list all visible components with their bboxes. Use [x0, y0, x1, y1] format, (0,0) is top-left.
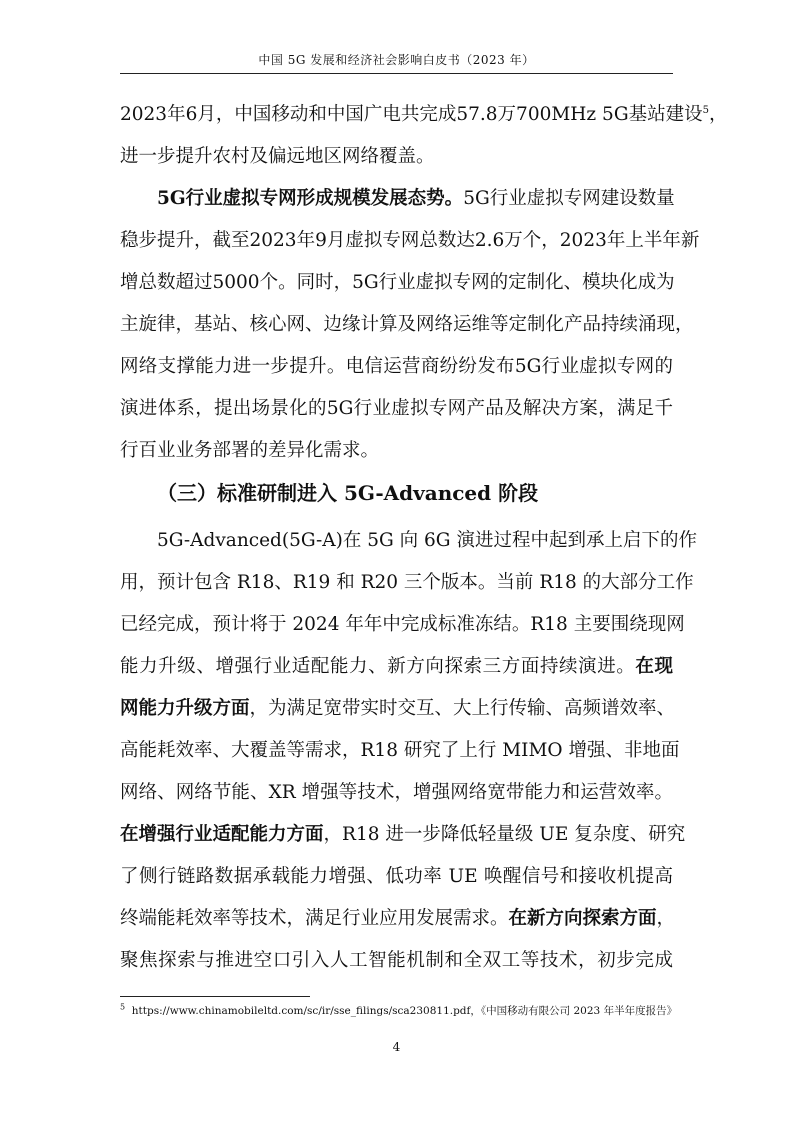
body-line: 用，预计包含 R18、R19 和 R20 三个版本。当前 R18 的大部分工作	[120, 572, 694, 593]
bold-emphasis: 网能力升级方面	[120, 698, 250, 719]
body-text: 能力升级、增强行业适配能力、新方向探索三方面持续演进。	[120, 656, 636, 677]
page-number: 4	[392, 1040, 401, 1054]
footnote-reference: 5	[702, 104, 709, 116]
body-text: 5G行业虚拟专网建设数量	[463, 188, 675, 209]
body-text: 2023年6月，中国移动和中国广电共完成57.8万700MHz 5G基站建设	[120, 104, 703, 125]
body-line: 了侧行链路数据承载能力增强、低功率 UE 唤醒信号和接收机提高	[120, 866, 673, 887]
bold-emphasis: 在现	[635, 656, 673, 677]
footnote	[120, 1003, 680, 1019]
bold-emphasis: 在新方向探索方面	[508, 908, 657, 929]
body-text: ，为满足宽带实时交互、大上行传输、高频谱效率、	[249, 698, 676, 719]
header-divider	[120, 73, 673, 74]
body-line: 高能耗效率、大覆盖等需求，R18 研究了上行 MIMO 增强、非地面	[120, 740, 680, 761]
body-text: 终端能耗效率等技术，满足行业应用发展需求。	[120, 908, 509, 929]
body-line	[120, 694, 676, 724]
footnote-divider	[120, 996, 310, 997]
body-line: 聚焦探索与推进空口引入人工智能机制和全双工等技术，初步完成	[120, 950, 673, 971]
bold-lead-in: 5G行业虚拟专网形成规模发展态势。	[157, 188, 464, 209]
running-header: 中国 5G 发展和经济社会影响白皮书（2023 年）	[258, 53, 535, 67]
footnote-text: https://www.chinamobileltd.com/sc/ir/sse_filings/sca230811.pdf，《中国移动有限公司 2023 年半年度报告》	[131, 1005, 678, 1017]
section-heading: （三）标准研制进入 5G-Advanced 阶段	[157, 481, 539, 505]
body-text: ，	[708, 104, 728, 125]
body-line	[120, 100, 728, 130]
body-line: 进一步提升农村及偏远地区网络覆盖。	[120, 146, 435, 167]
body-line	[120, 820, 686, 850]
body-line	[120, 904, 676, 934]
body-line: 增总数超过5000个。同时，5G行业虚拟专网的定制化、模块化成为	[120, 272, 675, 293]
body-line: 演进体系，提出场景化的5G行业虚拟专网产品及解决方案，满足千	[120, 398, 673, 419]
body-line: 网络、网络节能、XR 增强等技术，增强网络宽带能力和运营效率。	[120, 782, 673, 803]
body-line: 行百业业务部署的差异化需求。	[120, 440, 380, 461]
bold-emphasis: 在增强行业适配能力方面	[120, 824, 324, 845]
body-text: ，R18 进一步降低轻量级 UE 复杂度、研究	[323, 824, 686, 845]
footnote-marker: 5	[120, 1002, 126, 1012]
body-line: 主旋律，基站、核心网、边缘计算及网络运维等定制化产品持续涌现，	[120, 314, 694, 335]
body-line: 网络支撑能力进一步提升。电信运营商纷纷发布5G行业虚拟专网的	[120, 356, 673, 377]
body-line: 5G-Advanced(5G-A)在 5G 向 6G 演进过程中起到承上启下的作	[157, 530, 697, 551]
body-text: ，	[656, 908, 676, 929]
body-line: 已经完成，预计将于 2024 年年中完成标准冻结。R18 主要围绕现网	[120, 614, 685, 635]
body-line	[157, 184, 673, 214]
body-line: 稳步提升，截至2023年9月虚拟专网总数达2.6万个，2023年上半年新	[120, 230, 700, 251]
body-line	[120, 652, 673, 682]
